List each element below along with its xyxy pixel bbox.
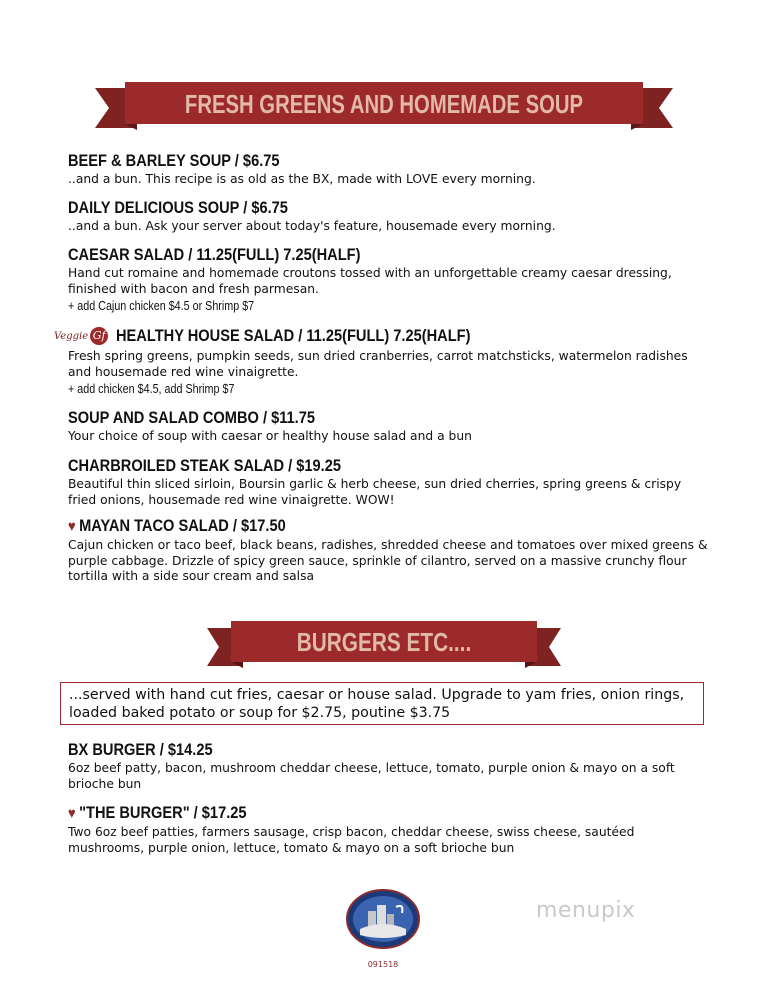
item-title: DAILY DELICIOUS SOUP / $6.75: [68, 198, 288, 217]
gluten-free-badge: Gf: [90, 327, 108, 345]
item-title: "THE BURGER" / $17.25: [79, 803, 247, 822]
menu-item-mayan-taco-salad: [68, 516, 708, 585]
item-title: MAYAN TACO SALAD / $17.50: [79, 516, 286, 535]
item-title-row: [68, 803, 618, 824]
served-with-note: ...served with hand cut fries, caesar or house salad. Upgrade to yam fries, onion rings, loaded baked potato or soup for $2.75, poutine $3.75: [60, 682, 704, 725]
item-description: Two 6oz beef patties, farmers sausage, crisp bacon, cheddar cheese, swiss cheese, sautéed mushrooms, purple onion, lettuce, tomato & mayo on a soft brioche bun: [68, 825, 635, 855]
item-title: CHARBROILED STEAK SALAD / $19.25: [68, 456, 341, 475]
heart-icon: ♥: [68, 805, 76, 822]
item-description: Cajun chicken or taco beef, black beans, radishes, shredded cheese and tomatoes over mixed greens & purple cabbage. Drizzle of spicy green sauce, sprinkle of cilantro, served on a massive crunchy flour tortilla with a side sour cream and salsa: [68, 538, 708, 583]
footer-code: 091518: [367, 960, 399, 969]
veggie-badge: Veggie: [54, 330, 89, 342]
watermark-text: menupix: [536, 898, 636, 923]
menu-item-caesar-salad: [68, 245, 708, 314]
item-addon-note: + add Cajun chicken $4.5 or Shrimp $7: [68, 299, 255, 313]
item-description: Your choice of soup with caesar or healthy house salad and a bun: [68, 429, 472, 443]
item-title: SOUP AND SALAD COMBO / $11.75: [68, 408, 315, 427]
menu-item-healthy-house-salad: [116, 326, 716, 346]
menu-item-healthy-house-salad-details: [68, 348, 708, 397]
section-banner-greens: [95, 80, 673, 130]
section-banner-burgers: [207, 620, 561, 668]
section-heading: BURGERS ETC....: [296, 627, 472, 657]
menu-item-bx-burger: [68, 740, 708, 792]
menu-item-beef-barley-soup: [68, 151, 708, 188]
section-heading: FRESH GREENS AND HOMEMADE SOUP: [184, 89, 584, 119]
item-title: CAESAR SALAD / 11.25(FULL) 7.25(HALF): [68, 245, 361, 264]
menu-item-the-burger: [68, 803, 708, 856]
item-description: ..and a bun. Ask your server about today's feature, housemade every morning.: [68, 219, 556, 233]
item-description: 6oz beef patty, bacon, mushroom cheddar cheese, lettuce, tomato, purple onion & mayo on a soft brioche bun: [68, 761, 675, 791]
item-addon-note: + add chicken $4.5, add Shrimp $7: [68, 382, 235, 396]
dietary-badges: [54, 326, 112, 346]
restaurant-logo: [346, 889, 420, 949]
item-title: HEALTHY HOUSE SALAD / 11.25(FULL) 7.25(HALF): [116, 326, 471, 345]
item-description: Hand cut romaine and homemade croutons tossed with an unforgettable creamy caesar dressing, finished with bacon and fresh parmesan.: [68, 266, 672, 296]
menu-item-soup-salad-combo: [68, 408, 708, 445]
item-description: ..and a bun. This recipe is as old as the BX, made with LOVE every morning.: [68, 172, 536, 186]
item-title: BX BURGER / $14.25: [68, 740, 213, 759]
heart-icon: ♥: [68, 518, 76, 535]
menu-item-daily-soup: [68, 198, 708, 235]
item-description: Fresh spring greens, pumpkin seeds, sun dried cranberries, carrot matchsticks, watermelon radishes and housemade red wine vinaigrette.: [68, 349, 688, 379]
item-title: BEEF & BARLEY SOUP / $6.75: [68, 151, 280, 170]
menu-item-steak-salad: [68, 456, 708, 508]
item-description: Beautiful thin sliced sirloin, Boursin garlic & herb cheese, sun dried cherries, spring greens & crispy fried onions, housemade red wine vinaigrette. WOW!: [68, 477, 682, 507]
item-title-row: [68, 516, 618, 537]
